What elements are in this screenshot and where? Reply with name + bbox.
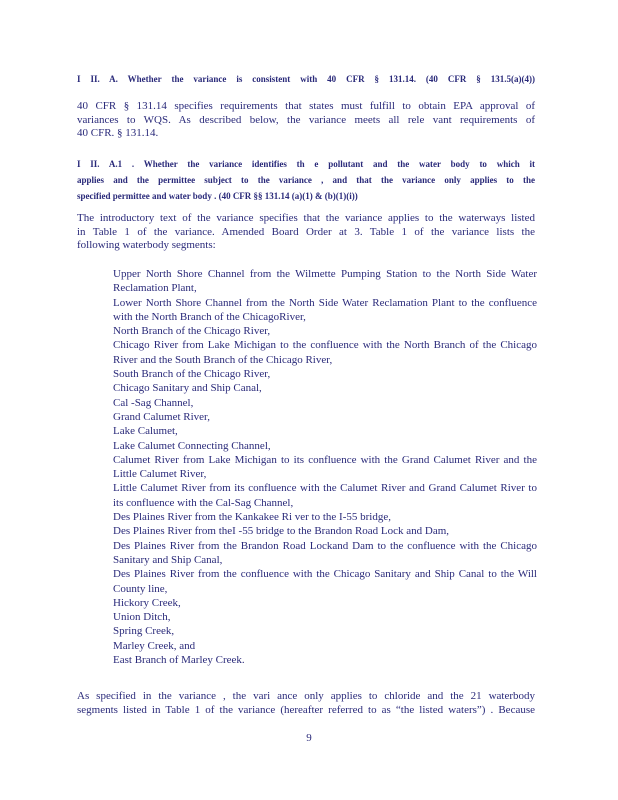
list-item bbox=[92, 439, 537, 453]
segment-text: Grand Calumet River, bbox=[113, 410, 211, 423]
segment-text: Lower North Shore Channel from the North Side Water Reclamation Plant to the confluence with the North Branch of the ChicagoRiver, bbox=[113, 296, 537, 323]
list-item bbox=[92, 653, 537, 667]
heading-line: specified permittee and water body . (40 CFR §§ 131.14 (a)(1) & (b)(1)(i)) bbox=[77, 191, 358, 201]
list-item bbox=[92, 610, 537, 624]
list-item bbox=[92, 338, 537, 367]
segment-text: Marley Creek, and bbox=[113, 639, 196, 652]
list-item bbox=[92, 424, 537, 438]
list-item bbox=[92, 367, 537, 381]
paragraph-line: variances to WQS. As described below, the variance meets all rele vant requirements of bbox=[77, 113, 535, 126]
list-item bbox=[92, 296, 537, 325]
paragraph-line: segments listed in Table 1 of the variance (hereafter referred to as “the listed waters”) . Because bbox=[77, 703, 535, 716]
segment-text: Chicago Sanitary and Ship Canal, bbox=[113, 382, 262, 395]
list-item bbox=[92, 624, 537, 638]
paragraph-line: in Table 1 of the variance. Amended Board Order at 3. Table 1 of the variance lists the bbox=[77, 225, 535, 238]
list-item bbox=[92, 510, 537, 524]
segment-text: Calumet River from Lake Michigan to its confluence with the Grand Calumet River and the Little Calumet River, bbox=[113, 453, 537, 481]
segment-text: Des Plaines River from the confluence with the Chicago Sanitary and Ship Canal to the Will County line, bbox=[113, 568, 537, 595]
list-item bbox=[92, 524, 537, 538]
list-item bbox=[92, 267, 537, 296]
section-heading-iii-a-1 bbox=[77, 156, 535, 204]
list-item bbox=[92, 381, 537, 395]
paragraph-line: following waterbody segments: bbox=[77, 239, 216, 251]
list-item bbox=[92, 410, 537, 424]
paragraph-line: 40 CFR. § 131.14. bbox=[77, 127, 159, 139]
list-item bbox=[92, 567, 537, 596]
list-item bbox=[92, 481, 537, 510]
segment-text: Upper North Shore Channel from the Wilmette Pumping Station to the North Side Water Reclamation Plant, bbox=[113, 268, 537, 295]
paragraph-40-cfr-131-14 bbox=[77, 100, 535, 141]
segment-text: Des Plaines River from the Brandon Road Lockand Dam to the confluence with the Chicago Sanitary and Ship Canal, bbox=[113, 539, 537, 566]
list-item bbox=[92, 324, 537, 338]
segment-text: North Branch of the Chicago River, bbox=[113, 325, 271, 338]
segment-text: Des Plaines River from the Kankakee Ri ver to the I-55 bridge, bbox=[113, 511, 391, 524]
segment-text: Cal -Sag Channel, bbox=[113, 396, 194, 409]
list-item bbox=[92, 596, 537, 610]
segment-text: Hickory Creek, bbox=[113, 596, 181, 609]
heading-line: I II. A.1 . Whether the variance identifies th e pollutant and the water body to which it bbox=[77, 159, 535, 169]
heading-line: applies and the permittee subject to the variance , and that the variance only applies to the bbox=[77, 175, 535, 185]
paragraph-as-specified bbox=[77, 690, 535, 717]
list-item bbox=[92, 539, 537, 568]
section-heading-iii-a: I II. A. Whether the variance is consistent with 40 CFR § 131.14. (40 CFR § 131.5(a)(4)) bbox=[77, 74, 535, 84]
segment-text: Little Calumet River from its confluence with the Calumet River and Grand Calumet River to its confluence with the Cal-Sag Channel, bbox=[113, 482, 537, 509]
list-item bbox=[92, 396, 537, 410]
list-item bbox=[92, 639, 537, 653]
waterbody-segment-list bbox=[92, 267, 537, 667]
segment-text: Lake Calumet, bbox=[113, 425, 178, 438]
segment-text: Des Plaines River from theI -55 bridge to the Brandon Road Lock and Dam, bbox=[113, 525, 450, 538]
segment-text: South Branch of the Chicago River, bbox=[113, 368, 271, 381]
segment-text: Lake Calumet Connecting Channel, bbox=[113, 439, 271, 452]
page-number: 9 bbox=[306, 732, 312, 744]
segment-text: Spring Creek, bbox=[113, 625, 175, 638]
paragraph-line: 40 CFR § 131.14 specifies requirements that states must fulfill to obtain EPA approval of bbox=[77, 100, 535, 112]
paragraph-line: The introductory text of the variance specifies that the variance applies to the waterways listed bbox=[77, 212, 535, 224]
segment-text: Chicago River from Lake Michigan to the confluence with the North Branch of the Chicago River and the South Branch of the Chicago River, bbox=[113, 339, 537, 366]
paragraph-line: As specified in the variance , the vari ance only applies to chloride and the 21 waterbody bbox=[77, 690, 535, 702]
list-item bbox=[92, 453, 537, 482]
segment-text: Union Ditch, bbox=[113, 611, 171, 624]
segment-text: East Branch of Marley Creek. bbox=[113, 654, 245, 667]
paragraph-introductory-text bbox=[77, 212, 535, 253]
